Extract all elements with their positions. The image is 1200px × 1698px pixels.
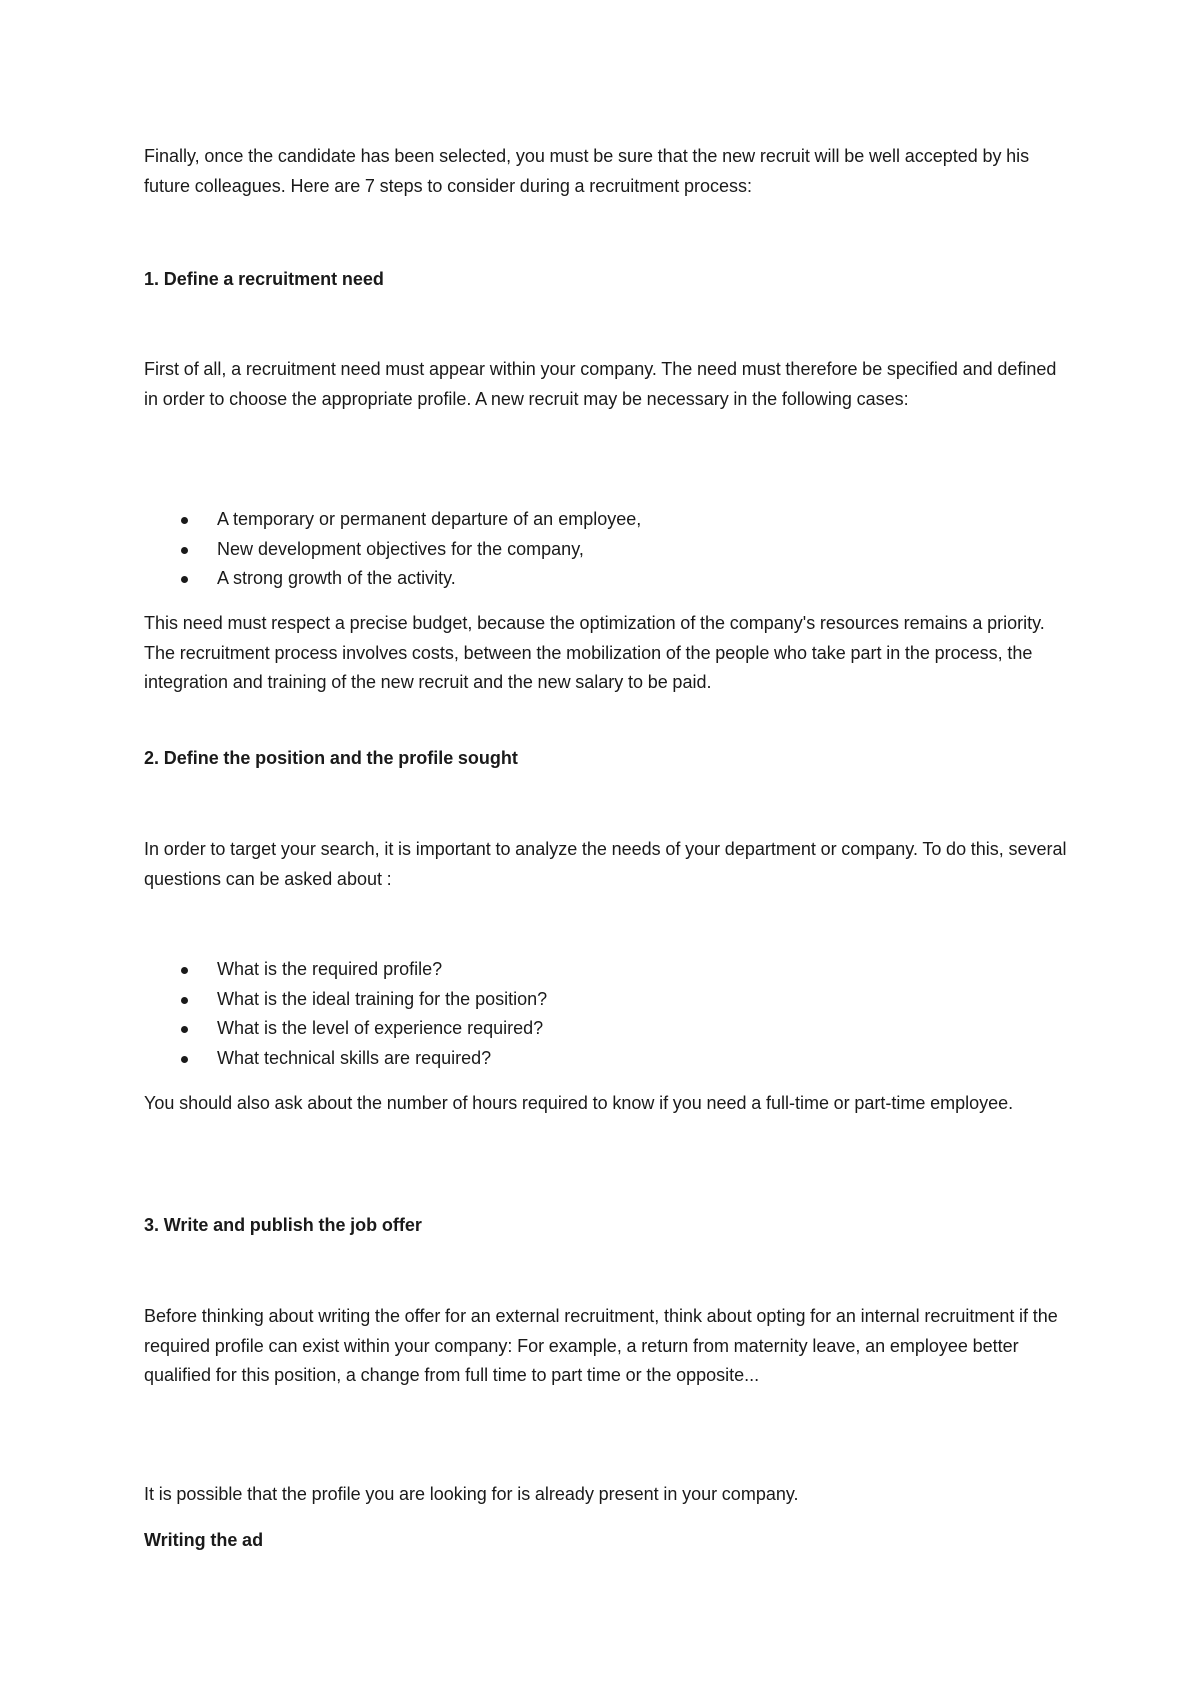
intro-paragraph: Finally, once the candidate has been selected, you must be sure that the new recruit will be well accepted by his future colleagues. Here are 7 steps to consider during a recruitment process:	[144, 146, 1030, 196]
section-3-heading: 3. Write and publish the job offer	[144, 1215, 422, 1235]
bullet-icon	[181, 1056, 188, 1063]
bullet-icon	[181, 517, 188, 524]
list-item: New development objectives for the company,	[144, 535, 1074, 565]
section-2-bullet-list	[144, 955, 1074, 1073]
list-item: What is the level of experience required?	[144, 1014, 1074, 1044]
section-2-hours-paragraph: You should also ask about the number of hours required to know if you need a full-time or part-time employee.	[144, 1093, 1014, 1113]
list-item: A strong growth of the activity.	[144, 564, 1074, 594]
section-1-heading: 1. Define a recruitment need	[144, 269, 384, 289]
list-item: What technical skills are required?	[144, 1044, 1074, 1074]
section-2-heading: 2. Define the position and the profile sought	[144, 748, 518, 768]
list-item: What is the required profile?	[144, 955, 1074, 985]
bullet-icon	[181, 967, 188, 974]
bullet-icon	[181, 997, 188, 1004]
section-3-paragraph: Before thinking about writing the offer for an external recruitment, think about opting for an internal recruitment if the required profile can exist within your company: For example, a return from maternity leave, an employee better qualified for this position, a change from full time to part time or the opposite...	[144, 1306, 1058, 1385]
bullet-icon	[181, 576, 188, 583]
bullet-icon	[181, 1026, 188, 1033]
section-1-paragraph: First of all, a recruitment need must appear within your company. The need must therefore be specified and defined in order to choose the appropriate profile. A new recruit may be necessary in the following cases:	[144, 359, 1057, 409]
section-2-paragraph: In order to target your search, it is important to analyze the needs of your department or company. To do this, several questions can be asked about :	[144, 839, 1067, 889]
list-item: A temporary or permanent departure of an employee,	[144, 505, 1074, 535]
section-1-budget-paragraph: This need must respect a precise budget, because the optimization of the company's resources remains a priority. The recruitment process involves costs, between the mobilization of the people who take part in the process, the integration and training of the new recruit and the new salary to be paid.	[144, 613, 1045, 692]
section-3-internal-paragraph: It is possible that the profile you are looking for is already present in your company.	[144, 1484, 799, 1504]
writing-the-ad-subheading: Writing the ad	[144, 1530, 264, 1550]
list-item: What is the ideal training for the position?	[144, 985, 1074, 1015]
section-1-bullet-list	[144, 505, 1074, 594]
bullet-icon	[181, 547, 188, 554]
